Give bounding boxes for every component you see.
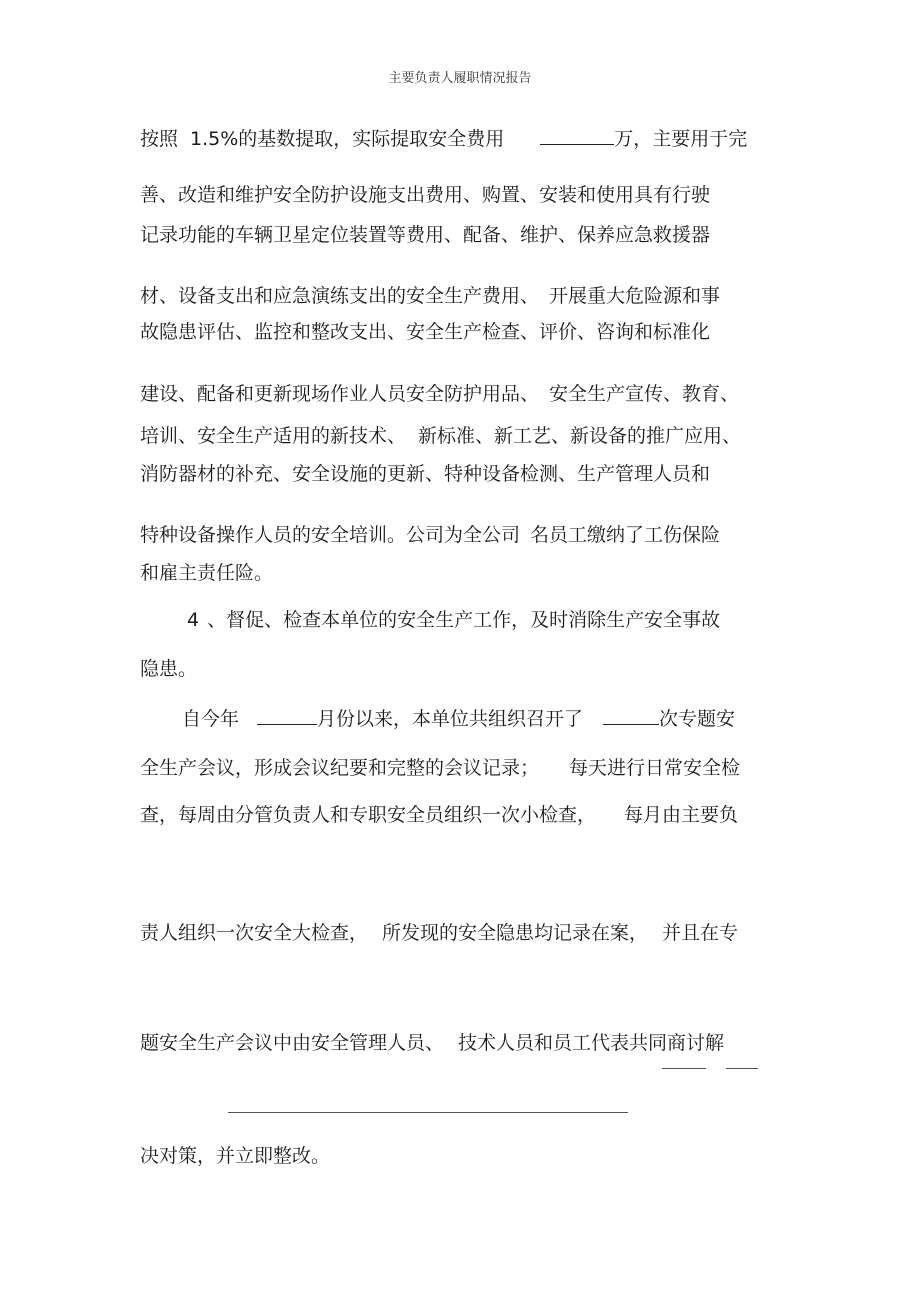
text-line-17 [140, 1031, 724, 1055]
text-line-15 [140, 803, 738, 827]
short-rule-1 [662, 1068, 706, 1069]
long-rule [228, 1112, 628, 1113]
line-6-part-b: 安全生产宣传、教育、 [549, 383, 740, 405]
text-line-10: 和雇主责任险。 [140, 562, 274, 584]
line-1-part-a: 按照 [140, 128, 179, 150]
line-16-part-c: 并且在专 [662, 922, 739, 944]
line-13-part-a: 自今年 [182, 708, 240, 730]
text-line-2: 善、改造和维护安全防护设施支出费用、购置、安装和使用具有行驶 [140, 184, 711, 206]
line-7-part-a: 培训、安全生产适用的新技术、 [140, 425, 407, 447]
page-header: 主要负责人履职情况报告 [388, 71, 532, 86]
month-blank [257, 706, 317, 725]
text-line-13 [182, 706, 735, 731]
short-rule-2 [726, 1068, 758, 1069]
text-line-3: 记录功能的车辆卫星定位装置等费用、配备、维护、保养应急救援器 [140, 224, 711, 246]
line-1-part-b: 1.5%的基数提取，实际提取安全费用 [190, 128, 505, 150]
line-9-part-b: 名员工缴纳了工伤保险 [530, 524, 721, 546]
text-line-18: 决对策，并立即整改。 [140, 1145, 331, 1167]
line-13-part-c: 次专题安 [659, 708, 736, 730]
line-14-part-a: 全生产会议，形成会议纪要和完整的会议记录； [140, 757, 540, 779]
meeting-count-blank [603, 706, 659, 725]
line-16-part-a: 责人组织一次安全大检查， [140, 922, 369, 944]
line-16-part-b: 所发现的安全隐患均记录在案， [382, 922, 649, 944]
line-15-part-b: 每月由主要负 [624, 804, 739, 826]
text-line-9 [140, 523, 720, 547]
text-line-16 [140, 921, 738, 945]
text-line-8: 消防器材的补充、安全设施的更新、特种设备检测、生产管理人员和 [140, 463, 711, 485]
text-line-5: 故隐患评估、监控和整改支出、安全生产检查、评价、咨询和标准化 [140, 321, 711, 343]
text-line-7 [140, 424, 741, 448]
text-line-6 [140, 382, 739, 406]
text-line-12: 隐患。 [140, 658, 198, 680]
text-line-11 [187, 608, 720, 632]
line-4-part-a: 材、设备支出和应急演练支出的安全生产费用、 [140, 285, 540, 307]
line-13-part-b: 月份以来，本单位共组织召开了 [317, 708, 584, 730]
line-15-part-a: 查，每周由分管负责人和专职安全员组织一次小检查， [140, 804, 597, 826]
line-4-part-b: 开展重大危险源和事 [549, 285, 721, 307]
line-1-part-c: 万，主要用于完 [614, 128, 748, 150]
text-line-1 [140, 126, 747, 151]
text-line-14 [140, 756, 740, 780]
line-17-part-b: 技术人员和员工代表共同商讨解 [458, 1032, 725, 1054]
line-6-part-a: 建设、配备和更新现场作业人员安全防护用品、 [140, 383, 540, 405]
line-17-part-a: 题安全生产会议中由安全管理人员、 [140, 1032, 445, 1054]
line-14-part-b: 每天进行日常安全检 [569, 757, 741, 779]
line-7-part-b: 新标准、新工艺、新设备的推广应用、 [418, 425, 742, 447]
line-9-part-a: 特种设备操作人员的安全培训。公司为全公司 [140, 524, 521, 546]
line-11-number: 4 [187, 609, 200, 631]
fee-amount-blank [540, 126, 614, 145]
text-line-4 [140, 284, 720, 308]
line-11-part-b: 、督促、检查本单位的安全生产工作，及时消除生产安全事故 [207, 609, 721, 631]
